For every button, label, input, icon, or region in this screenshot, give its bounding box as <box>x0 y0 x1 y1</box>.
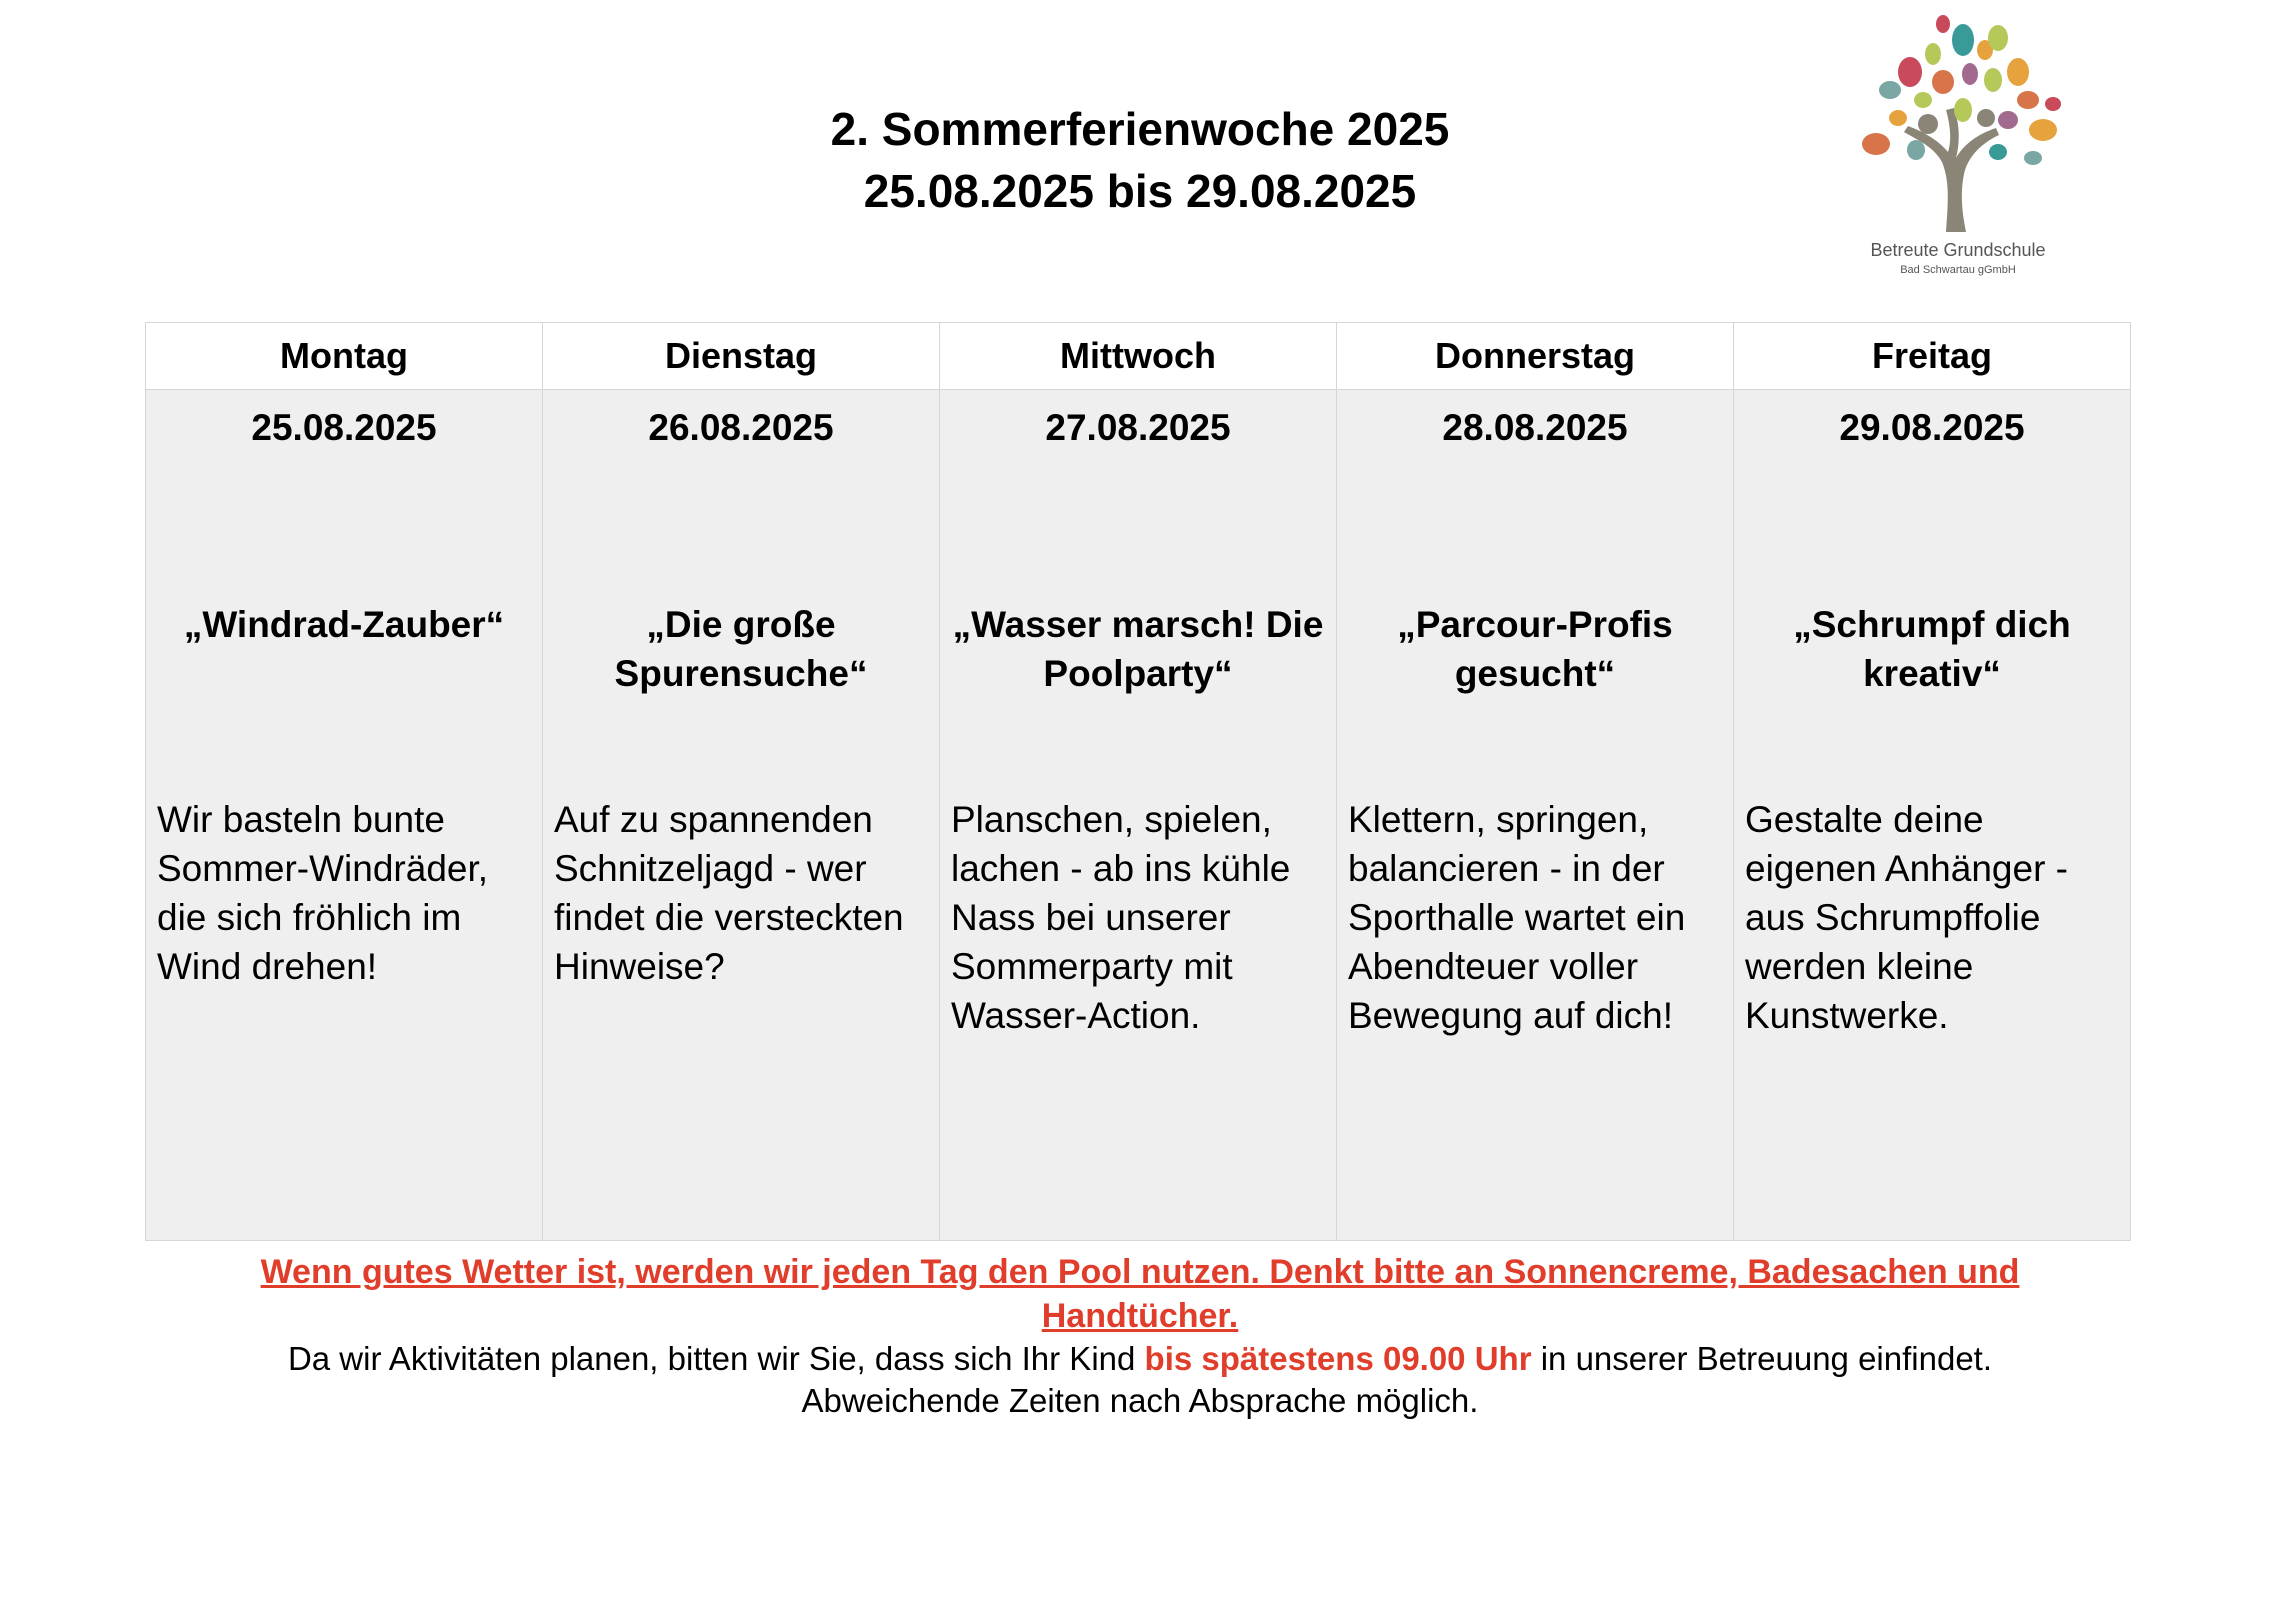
pool-weather-warning: Wenn gutes Wetter ist, werden wir jeden Tag den Pool nutzen. Denkt bitte an Sonnencreme, Badesachen und Handtücher. <box>260 1253 2020 1335</box>
day-date: 28.08.2025 <box>1442 407 1628 448</box>
arrival-text-suffix: in unserer Betreuung einfindet. <box>1531 1340 1993 1377</box>
arrival-text-prefix: Da wir Aktivitäten planen, bitten wir Sie, dass sich Ihr Kind <box>287 1340 1145 1377</box>
day-cell-dienstag <box>543 390 940 1241</box>
weekday-header-row <box>146 323 2131 390</box>
day-description: Wir basteln bunte Sommer-Windräder, die sich fröhlich im Wind drehen! <box>157 799 489 987</box>
day-date: 29.08.2025 <box>1839 407 2025 448</box>
arrival-deadline: bis spätestens 09.00 Uhr <box>1144 1340 1532 1377</box>
title-line-dates: 25.08.2025 bis 29.08.2025 <box>863 165 1417 217</box>
day-description: Klettern, springen, balancieren - in der Sporthalle wartet ein Abendteuer voller Bewegung auf dich! <box>1348 799 1686 1036</box>
day-theme: „Wasser marsch! Die Poolparty“ <box>952 604 1324 694</box>
notice-block <box>0 1250 2280 1422</box>
day-cell-donnerstag <box>1337 390 1734 1241</box>
arrival-time-notice <box>0 1338 2280 1380</box>
day-theme: „Die große Spurensuche“ <box>614 604 868 694</box>
deviation-notice: Abweichende Zeiten nach Absprache möglich. <box>801 1382 1479 1419</box>
logo-subname: Bad Schwartau gGmbH <box>1900 264 2016 276</box>
day-cell-mittwoch <box>940 390 1337 1241</box>
weekday-header: Montag <box>146 323 543 390</box>
day-description: Planschen, spielen, lachen - ab ins kühle Nass bei unserer Sommerparty mit Wasser-Action. <box>951 799 1291 1036</box>
day-theme: „Schrumpf dich kreativ“ <box>1793 604 2071 694</box>
day-date: 26.08.2025 <box>648 407 834 448</box>
tree-icon <box>1838 12 2078 237</box>
day-description: Gestalte deine eigenen Anhänger - aus Schrumpffolie werden kleine Kunstwerke. <box>1745 799 2068 1036</box>
weekly-schedule-table <box>145 322 2131 1241</box>
weekday-header: Freitag <box>1734 323 2131 390</box>
day-date: 25.08.2025 <box>251 407 437 448</box>
weekday-header: Dienstag <box>543 323 940 390</box>
day-cell-freitag <box>1734 390 2131 1241</box>
logo-name: Betreute Grundschule <box>1870 240 2046 260</box>
weekday-header: Mittwoch <box>940 323 1337 390</box>
weekday-header: Donnerstag <box>1337 323 1734 390</box>
day-description: Auf zu spannenden Schnitzeljagd - wer findet die versteckten Hinweise? <box>554 799 904 987</box>
day-theme: „Windrad-Zauber“ <box>183 604 505 645</box>
day-date: 27.08.2025 <box>1045 407 1231 448</box>
day-cell-montag <box>146 390 543 1241</box>
day-theme: „Parcour-Profis gesucht“ <box>1397 604 1673 694</box>
activities-row <box>146 390 2131 1241</box>
logo <box>1838 12 2078 282</box>
title-line-week: 2. Sommerferienwoche 2025 <box>830 103 1450 155</box>
